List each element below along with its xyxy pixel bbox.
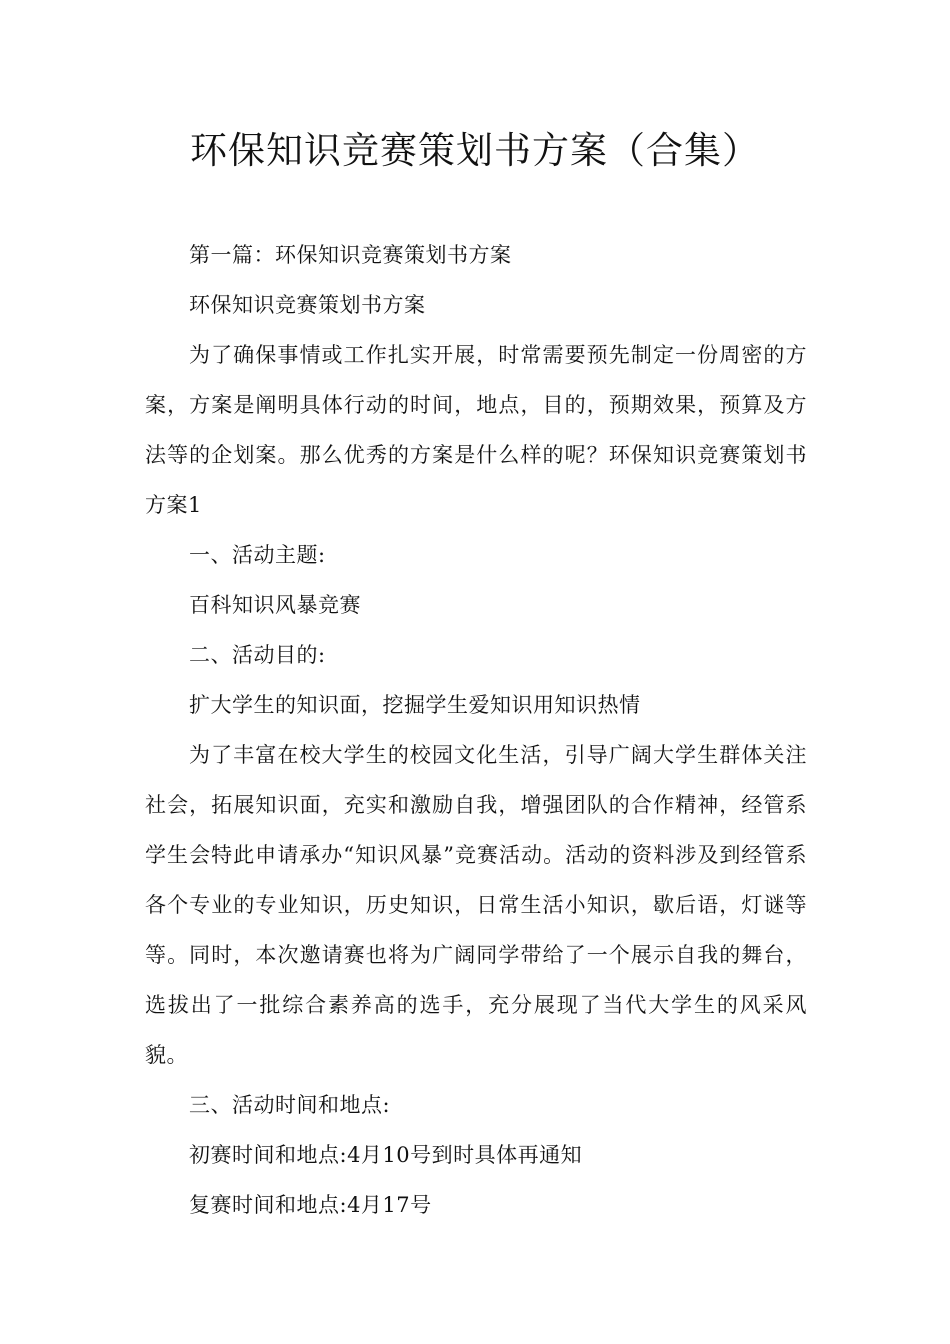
heading-activity-theme: 一、活动主题: (189, 543, 326, 567)
heading-activity-purpose: 二、活动目的: (189, 643, 326, 667)
section-heading: 第一篇：环保知识竞赛策划书方案 (189, 243, 512, 267)
second-round-text: 复赛时间和地点:4月17号 (189, 1193, 432, 1217)
subtitle: 环保知识竞赛策划书方案 (189, 293, 426, 317)
heading-time-location: 三、活动时间和地点: (189, 1093, 391, 1117)
intro-paragraph: 为了确保事情或工作扎实开展，时常需要预先制定一份周密的方案，方案是阐明具体行动的时间，地点，目的，预期效果，预算及方法等的企划案。那么优秀的方案是什么样的呢？环保知识竞赛策划书方案1 (145, 343, 807, 517)
activity-theme-text: 百科知识风暴竞赛 (189, 593, 361, 617)
document-body (145, 230, 807, 1230)
purpose-detail-paragraph: 为了丰富在校大学生的校园文化生活，引导广阔大学生群体关注社会，拓展知识面，充实和激励自我，增强团队的合作精神，经管系学生会特此申请承办“知识风暴”竞赛活动。活动的资料涉及到经管系各个专业的专业知识，历史知识，日常生活小知识，歇后语，灯谜等等。同时，本次邀请赛也将为广阔同学带给了一个展示自我的舞台，选拔出了一批综合素养高的选手，充分展现了当代大学生的风采风貌。 (145, 743, 807, 1067)
document-title: 环保知识竞赛策划书方案（合集） (190, 129, 760, 172)
preliminary-round-text: 初赛时间和地点:4月10号到时具体再通知 (189, 1143, 583, 1167)
activity-purpose-text: 扩大学生的知识面，挖掘学生爱知识用知识热情 (189, 693, 641, 717)
